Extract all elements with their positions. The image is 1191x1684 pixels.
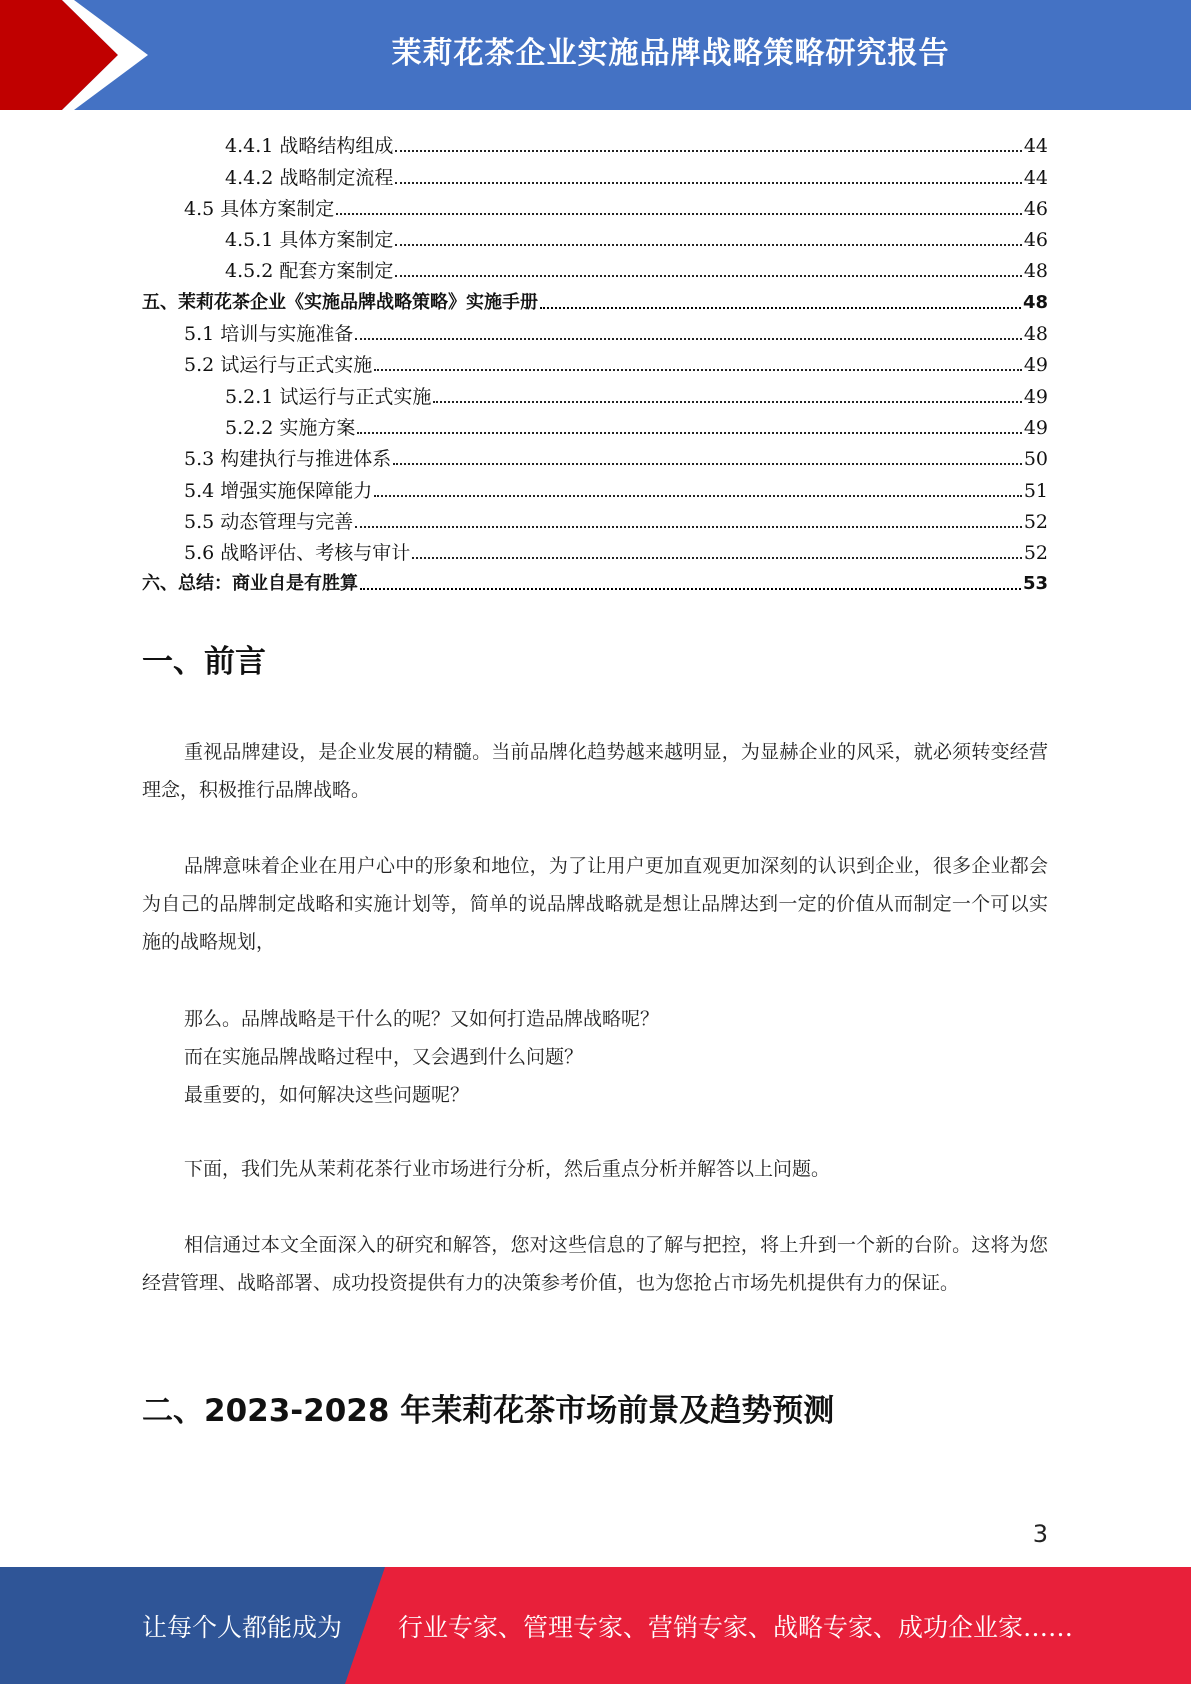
toc-entry-title: 5.1 培训与实施准备 [184,323,354,346]
toc-entry-page: 51 [1023,479,1048,502]
toc-entry[interactable] [142,253,1048,284]
toc-entry-title: 六、总结：商业自是有胜算 [142,573,358,595]
toc-leader-dots [374,369,1022,371]
toc-entry-page: 48 [1022,291,1048,313]
toc-entry[interactable] [142,472,1048,503]
section-heading-preface: 一、前言 [142,644,266,680]
toc-entry-title: 5.2.1 试运行与正式实施 [225,385,432,408]
footer-slogan-right: 行业专家、管理专家、营销专家、战略专家、成功企业家…… [398,1612,1074,1642]
report-title: 茉莉花茶企业实施品牌战略策略研究报告 [391,36,950,71]
toc-entry[interactable] [142,284,1048,315]
toc-entry-title: 5.2.2 实施方案 [225,416,356,439]
toc-leader-dots [412,557,1022,559]
toc-entry[interactable] [142,222,1048,253]
toc-entry-page: 49 [1023,416,1048,439]
question-line: 而在实施品牌战略过程中，又会遇到什么问题？ [184,1046,584,1068]
toc-entry-title: 4.5 具体方案制定 [184,197,335,220]
paragraph: 品牌意味着企业在用户心中的形象和地位，为了让用户更加直观更加深刻的认识到企业，很多企业都会为自己的品牌制定战略和实施计划等，简单的说品牌战略就是想让品牌达到一定的价值从而制定一个可以实施的战略规划， [142,855,1048,953]
toc-entry-page: 52 [1023,510,1048,533]
toc-entry[interactable] [142,504,1048,535]
toc-entry-page: 53 [1022,573,1048,595]
toc-entry-page: 52 [1023,542,1048,565]
toc-entry-title: 4.5.2 配套方案制定 [225,260,394,283]
toc-entry-title: 5.4 增强实施保障能力 [184,479,373,502]
toc-entry-title: 4.4.1 战略结构组成 [225,135,394,158]
toc-entry-title: 5.2 试运行与正式实施 [184,354,373,377]
page-header [0,0,1191,110]
toc-entry[interactable] [142,191,1048,222]
toc-entry-title: 4.5.1 具体方案制定 [225,229,394,252]
toc-entry-page: 48 [1023,323,1048,346]
toc-entry-page: 44 [1023,166,1048,189]
toc-entry[interactable] [142,378,1048,409]
toc-entry-title: 五、茉莉花茶企业《实施品牌战略策略》实施手册 [142,291,538,313]
toc-leader-dots [540,307,1021,309]
toc-entry-page: 48 [1023,260,1048,283]
toc-leader-dots [395,275,1021,277]
toc-entry-title: 5.3 构建执行与推进体系 [184,448,392,471]
toc-leader-dots [355,526,1022,528]
paragraph: 相信通过本文全面深入的研究和解答，您对这些信息的了解与把控，将上升到一个新的台阶。这将为您经营管理、战略部署、成功投资提供有力的决策参考价值，也为您抢占市场先机提供有力的保证。 [142,1234,1048,1294]
page-footer [0,1567,1191,1684]
table-of-contents [142,128,1048,597]
toc-entry-page: 49 [1023,354,1048,377]
toc-entry[interactable] [142,441,1048,472]
toc-leader-dots [360,588,1021,590]
toc-entry-page: 50 [1023,448,1048,471]
toc-leader-dots [395,150,1021,152]
question-line: 那么。品牌战略是干什么的呢？又如何打造品牌战略呢？ [184,1008,660,1030]
page-number: 3 [1032,1520,1048,1548]
toc-entry-page: 49 [1023,385,1048,408]
toc-leader-dots [433,401,1021,403]
toc-entry-page: 44 [1023,135,1048,158]
toc-leader-dots [395,244,1021,246]
toc-entry[interactable] [142,410,1048,441]
toc-entry[interactable] [142,535,1048,566]
toc-entry[interactable] [142,566,1048,597]
toc-entry-title: 5.6 战略评估、考核与审计 [184,542,411,565]
toc-entry[interactable] [142,159,1048,190]
toc-entry[interactable] [142,316,1048,347]
toc-entry-title: 4.4.2 战略制定流程 [225,166,394,189]
toc-entry[interactable] [142,128,1048,159]
paragraph: 重视品牌建设，是企业发展的精髓。当前品牌化趋势越来越明显，为显赫企业的风采，就必须转变经营理念，积极推行品牌战略。 [142,741,1048,801]
toc-entry-page: 46 [1023,197,1048,220]
toc-leader-dots [374,495,1022,497]
toc-entry-page: 46 [1023,229,1048,252]
header-chevron-icon [0,0,160,110]
section-heading-market-forecast: 二、2023-2028 年茉莉花茶市场前景及趋势预测 [142,1393,835,1429]
footer-slogan-left: 让每个人都能成为 [142,1612,343,1642]
paragraph: 下面，我们先从茉莉花茶行业市场进行分析，然后重点分析并解答以上问题。 [184,1158,831,1180]
toc-leader-dots [357,432,1021,434]
toc-leader-dots [395,182,1021,184]
toc-entry-title: 5.5 动态管理与完善 [184,510,354,533]
question-line: 最重要的，如何解决这些问题呢？ [184,1084,470,1106]
toc-leader-dots [336,213,1022,215]
toc-leader-dots [355,338,1022,340]
toc-leader-dots [393,463,1022,465]
toc-entry[interactable] [142,347,1048,378]
